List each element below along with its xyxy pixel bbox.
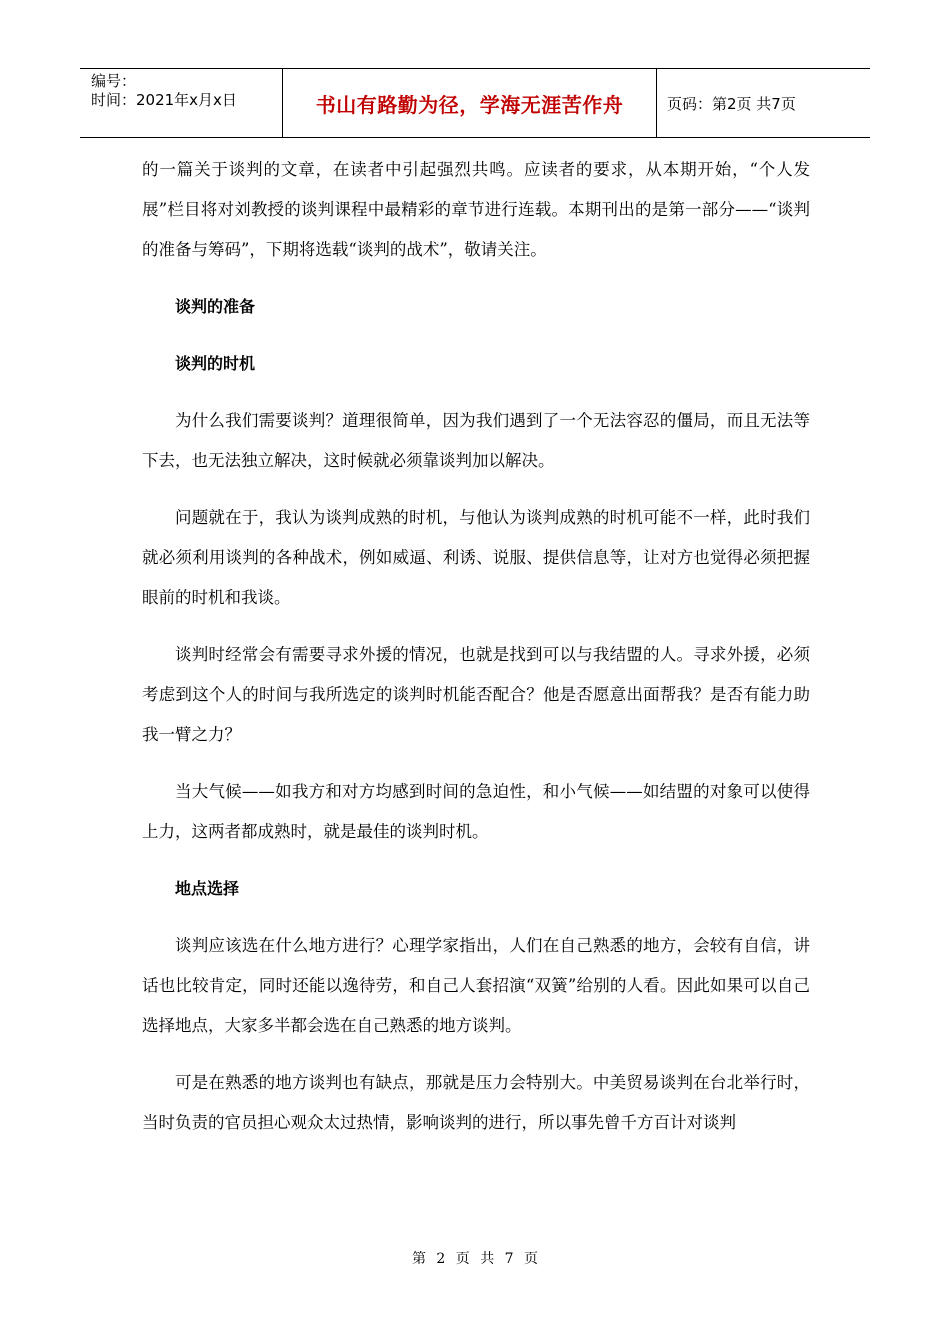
paragraph: 为什么我们需要谈判？道理很简单，因为我们遇到了一个无法容忍的僵局，而且无法等下去，也无法独立解决，这时候就必须靠谈判加以解决。	[142, 411, 810, 470]
page-footer: 第 2 页 共 7 页	[411, 1251, 539, 1267]
section-heading: 谈判的准备	[175, 297, 256, 316]
paragraph: 谈判时经常会有需要寻求外援的情况，也就是找到可以与我结盟的人。寻求外援，必须考虑到这个人的时间与我所选定的谈判时机能否配合？他是否愿意出面帮我？是否有能力助我一臂之力？	[142, 645, 810, 744]
time-label: 时间：2021年x月x日	[91, 91, 237, 109]
subsection-heading: 谈判的时机	[175, 354, 256, 373]
number-label: 编号：	[91, 72, 137, 90]
paragraph: 可是在熟悉的地方谈判也有缺点，那就是压力会特别大。中美贸易谈判在台北举行时，当时负责的官员担心观众太过热情，影响谈判的进行，所以事先曾千方百计对谈判	[142, 1073, 810, 1132]
document-body	[142, 150, 810, 1143]
paragraph: 问题就在于，我认为谈判成熟的时机，与他认为谈判成熟的时机可能不一样，此时我们就必须利用谈判的各种战术，例如威逼、利诱、说服、提供信息等，让对方也觉得必须把握眼前的时机和我谈。	[142, 508, 810, 607]
header-meta	[80, 69, 283, 137]
subsection-heading: 地点选择	[175, 879, 240, 898]
paragraph: 当大气候——如我方和对方均感到时间的急迫性，和小气候——如结盟的对象可以使得上力，这两者都成熟时，就是最佳的谈判时机。	[142, 782, 810, 841]
header-page-info: 页码：第2页 共7页	[667, 94, 796, 113]
paragraph: 谈判应该选在什么地方进行？心理学家指出，人们在自己熟悉的地方，会较有自信，讲话也比较肯定，同时还能以逸待劳，和自己人套招演“双簧”给别的人看。因此如果可以自己选择地点，大家多半都会选在自己熟悉的地方谈判。	[142, 936, 810, 1035]
header-motto: 书山有路勤为径，学海无涯苦作舟	[283, 69, 657, 137]
document-header	[80, 68, 870, 138]
paragraph: 的一篇关于谈判的文章，在读者中引起强烈共鸣。应读者的要求，从本期开始，“个人发展”栏目将对刘教授的谈判课程中最精彩的章节进行连载。本期刊出的是第一部分——“谈判的准备与筹码”，下期将选载“谈判的战术”，敬请关注。	[142, 160, 810, 259]
